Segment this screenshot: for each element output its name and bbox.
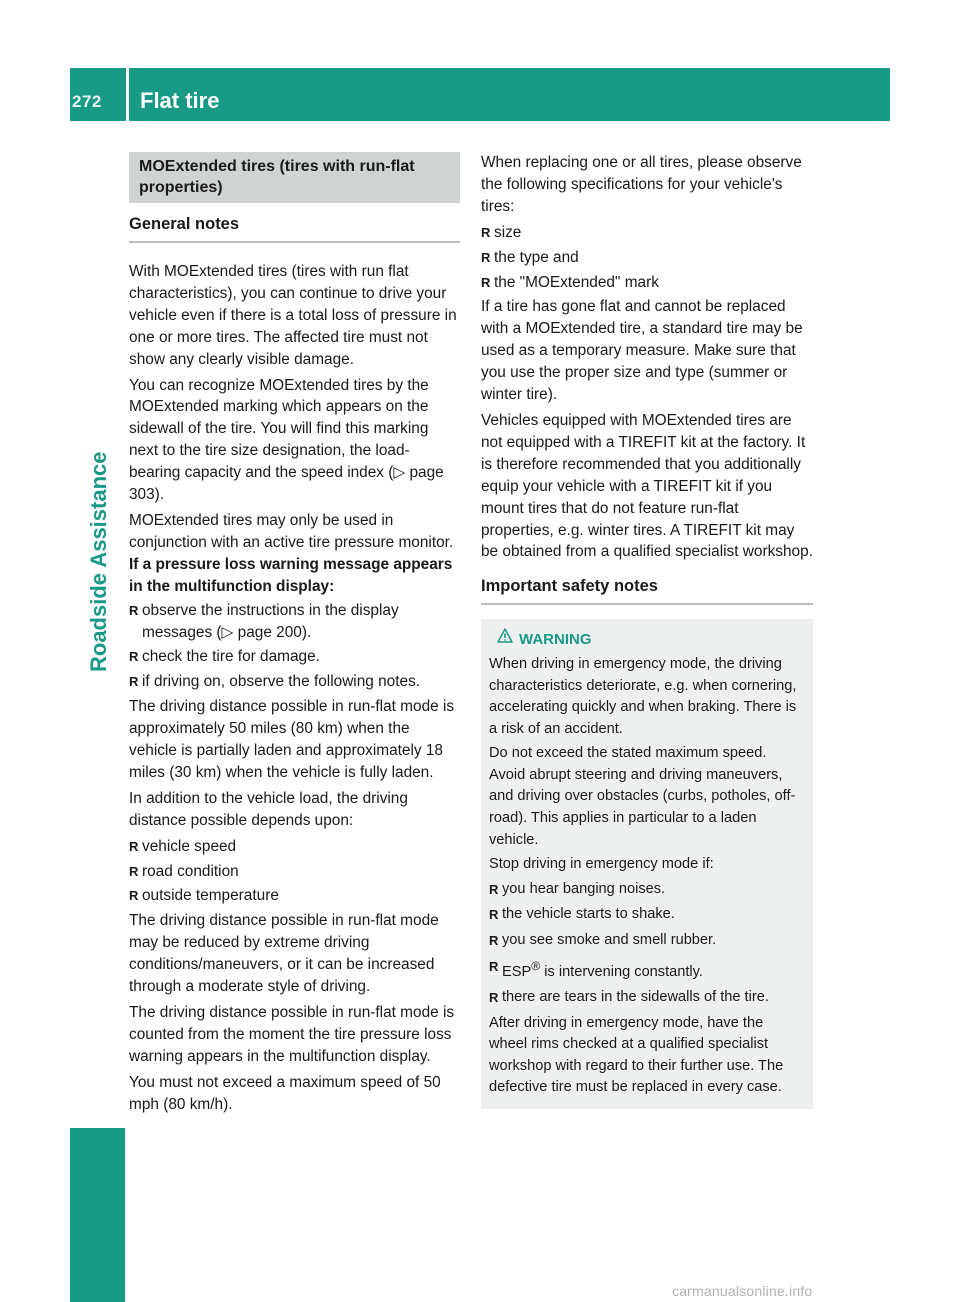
- warning-title: WARNING: [519, 630, 592, 648]
- header-divider: [126, 68, 129, 121]
- esp-label: ESP: [502, 963, 532, 980]
- paragraph: If a tire has gone flat and cannot be replaced with a MOExtended tire, a standard tire may be used as a temporary measure. Make sure that you use the proper size and type (summer or winter tire).: [481, 298, 803, 404]
- list-item: R the vehicle starts to shake.: [489, 904, 805, 926]
- warning-paragraph: Stop driving in emergency mode if:: [489, 856, 714, 873]
- list-item: R size: [481, 222, 813, 244]
- page-title: Flat tire: [140, 88, 220, 113]
- page-number: 272: [72, 92, 102, 111]
- list-item: R you hear banging noises.: [489, 879, 805, 901]
- bullet-list: [129, 600, 460, 694]
- subheading-safety-notes: Important safety notes: [481, 575, 813, 605]
- list-item: R road condition: [129, 861, 460, 883]
- list-item: R there are tears in the sidewalls of the tire.: [489, 987, 805, 1009]
- paragraph: In addition to the vehicle load, the driving distance possible depends upon:: [129, 789, 408, 829]
- paragraph: MOExtended tires may only be used in conjunction with an active tire pressure monitor.: [129, 511, 454, 551]
- warning-paragraph: After driving in emergency mode, have the wheel rims checked at a qualified specialist workshop with regard to their further use. The defective tire must be replaced in every case.: [489, 1014, 784, 1096]
- section-title: MOExtended tires (tires with run-flat properties): [129, 152, 460, 203]
- list-item: R outside temperature: [129, 885, 460, 907]
- paragraph: [129, 375, 460, 506]
- paragraph: The driving distance possible in run-flat mode is counted from the moment the tire pressure loss warning appears in the multifunction display.: [129, 1004, 455, 1065]
- list-item: R check the tire for damage.: [129, 646, 460, 668]
- registered-mark: ®: [531, 958, 541, 973]
- esp-text: is intervening constantly.: [540, 963, 703, 980]
- paragraph: You must not exceed a maximum speed of 50 mph (80 km/h).: [129, 1073, 441, 1113]
- paragraph: Vehicles equipped with MOExtended tires are not equipped with a TIREFIT kit at the factory. It is therefore recommended that you additionally equip your vehicle with a TIREFIT kit if you mount tires that do not feature run-flat properties, e.g. winter tires. A TIREFIT kit may be obtained from a qualified specialist workshop.: [481, 411, 813, 561]
- paragraph-text: You can recognize MOExtended tires by the MOExtended marking which appears on the sidewall of the tire. You will find this marking next to the tire size designation, the load-bearing capacity and the speed index: [129, 376, 429, 482]
- warning-paragraph: When driving in emergency mode, the driving characteristics deteriorate, e.g. when cornering, accelerating quickly and when braking. There is a risk of an accident.: [489, 655, 797, 737]
- footer-watermark: carmanualsonline.info: [672, 1283, 813, 1299]
- warning-triangle-icon: [497, 628, 513, 651]
- list-item: R the type and: [481, 247, 813, 269]
- paragraph: The driving distance possible in run-flat mode may be reduced by extreme driving conditions/maneuvers, or it can be increased through a moderate style of driving.: [129, 912, 439, 996]
- list-item: R you see smoke and smell rubber.: [489, 930, 805, 952]
- list-item: R observe the instructions in the display messages (▷ page 200).: [129, 600, 460, 644]
- list-item: R the "MOExtended" mark: [481, 272, 813, 294]
- bullet-list: [129, 836, 460, 908]
- side-tab-label: Roadside Assistance: [86, 451, 111, 672]
- subheading-general-notes: General notes: [129, 213, 460, 243]
- warning-paragraph: Do not exceed the stated maximum speed. Avoid abrupt steering and driving maneuvers, and driving over obstacles (curbs, potholes, off-road). This applies in particular to a laden vehicle.: [489, 745, 796, 848]
- list-item: R if driving on, observe the following notes.: [129, 671, 460, 693]
- warning-box: [481, 619, 813, 1109]
- warning-bullet-list: [489, 879, 805, 1009]
- bullet-list: [481, 222, 813, 294]
- bold-heading: If a pressure loss warning message appears in the multifunction display:: [129, 555, 453, 595]
- list-item: [489, 956, 805, 983]
- right-column: [481, 152, 813, 1109]
- left-column: [129, 152, 460, 1116]
- page-reference: (▷ page 303).: [129, 464, 444, 504]
- side-tab-block: [70, 1128, 125, 1302]
- paragraph: The driving distance possible in run-flat mode is approximately 50 miles (80 km) when the vehicle is partially laden and approximately 18 miles (30 km) when the vehicle is fully laden.: [129, 698, 455, 781]
- list-item: R vehicle speed: [129, 836, 460, 858]
- paragraph: When replacing one or all tires, please observe the following specifications for your vehicle's tires:: [481, 154, 802, 215]
- warning-header: [497, 628, 805, 651]
- paragraph: With MOExtended tires (tires with run flat characteristics), you can continue to drive your vehicle even if there is a total loss of pressure in one or more tires. The affected tire must not show any clearly visible damage.: [129, 263, 457, 368]
